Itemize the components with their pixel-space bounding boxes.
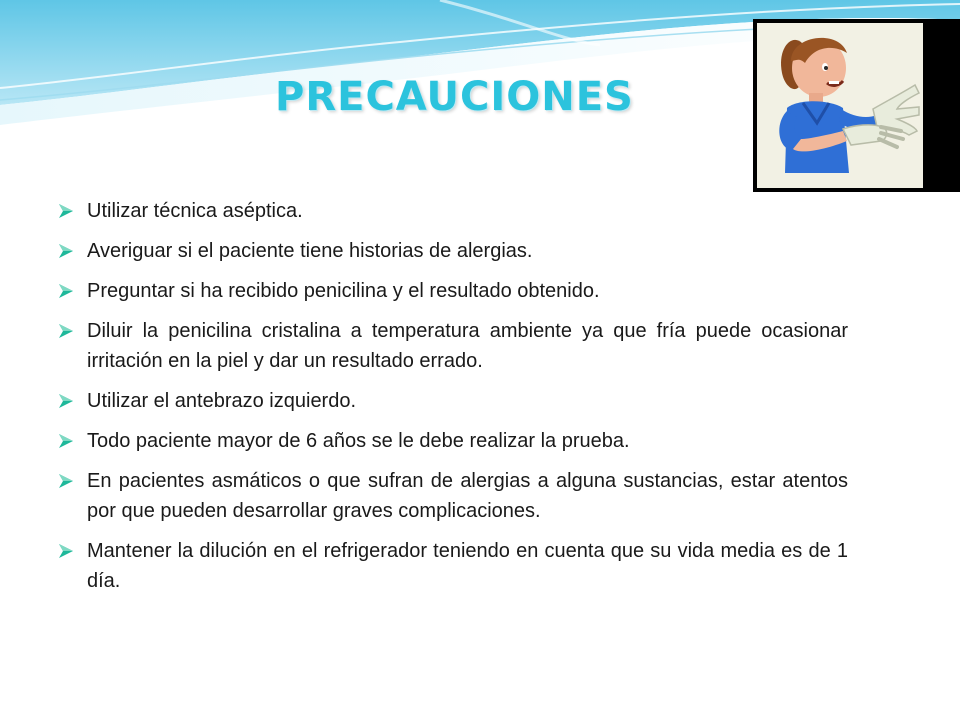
arrow-bullet-icon [58, 243, 74, 259]
list-item [58, 196, 848, 226]
list-item-text: Utilizar técnica aséptica. [87, 200, 303, 222]
arrow-bullet-icon [58, 393, 74, 409]
list-item-text: Averiguar si el paciente tiene historias de alergias. [87, 240, 533, 262]
nurse-with-gloves-icon [757, 23, 923, 188]
list-item-text: Todo paciente mayor de 6 años se le debe realizar la prueba. [87, 430, 630, 452]
slide-title: PRECAUCIONES [275, 74, 634, 120]
arrow-bullet-icon [58, 543, 74, 559]
arrow-bullet-icon [58, 473, 74, 489]
arrow-bullet-icon [58, 203, 74, 219]
arrow-bullet-icon [58, 323, 74, 339]
list-item-text: Mantener la dilución en el refrigerador teniendo en cuenta que su vida media es de 1 día. [87, 540, 848, 592]
list-item [58, 426, 848, 456]
list-item-text: En pacientes asmáticos o que sufran de alergias a alguna sustancias, estar atentos por que pueden desarrollar graves complicaciones. [87, 470, 848, 522]
list-item [58, 466, 848, 526]
list-item [58, 386, 848, 416]
list-item [58, 236, 848, 266]
list-item [58, 316, 848, 376]
precautions-list [58, 196, 848, 606]
nurse-illustration [753, 19, 960, 192]
list-item [58, 536, 848, 596]
list-item-text: Preguntar si ha recibido penicilina y el resultado obtenido. [87, 280, 600, 302]
arrow-bullet-icon [58, 433, 74, 449]
arrow-bullet-icon [58, 283, 74, 299]
list-item [58, 276, 848, 306]
list-item-text: Diluir la penicilina cristalina a temperatura ambiente ya que fría puede ocasionar irritación en la piel y dar un resultado errado. [87, 320, 848, 372]
list-item-text: Utilizar el antebrazo izquierdo. [87, 390, 357, 412]
